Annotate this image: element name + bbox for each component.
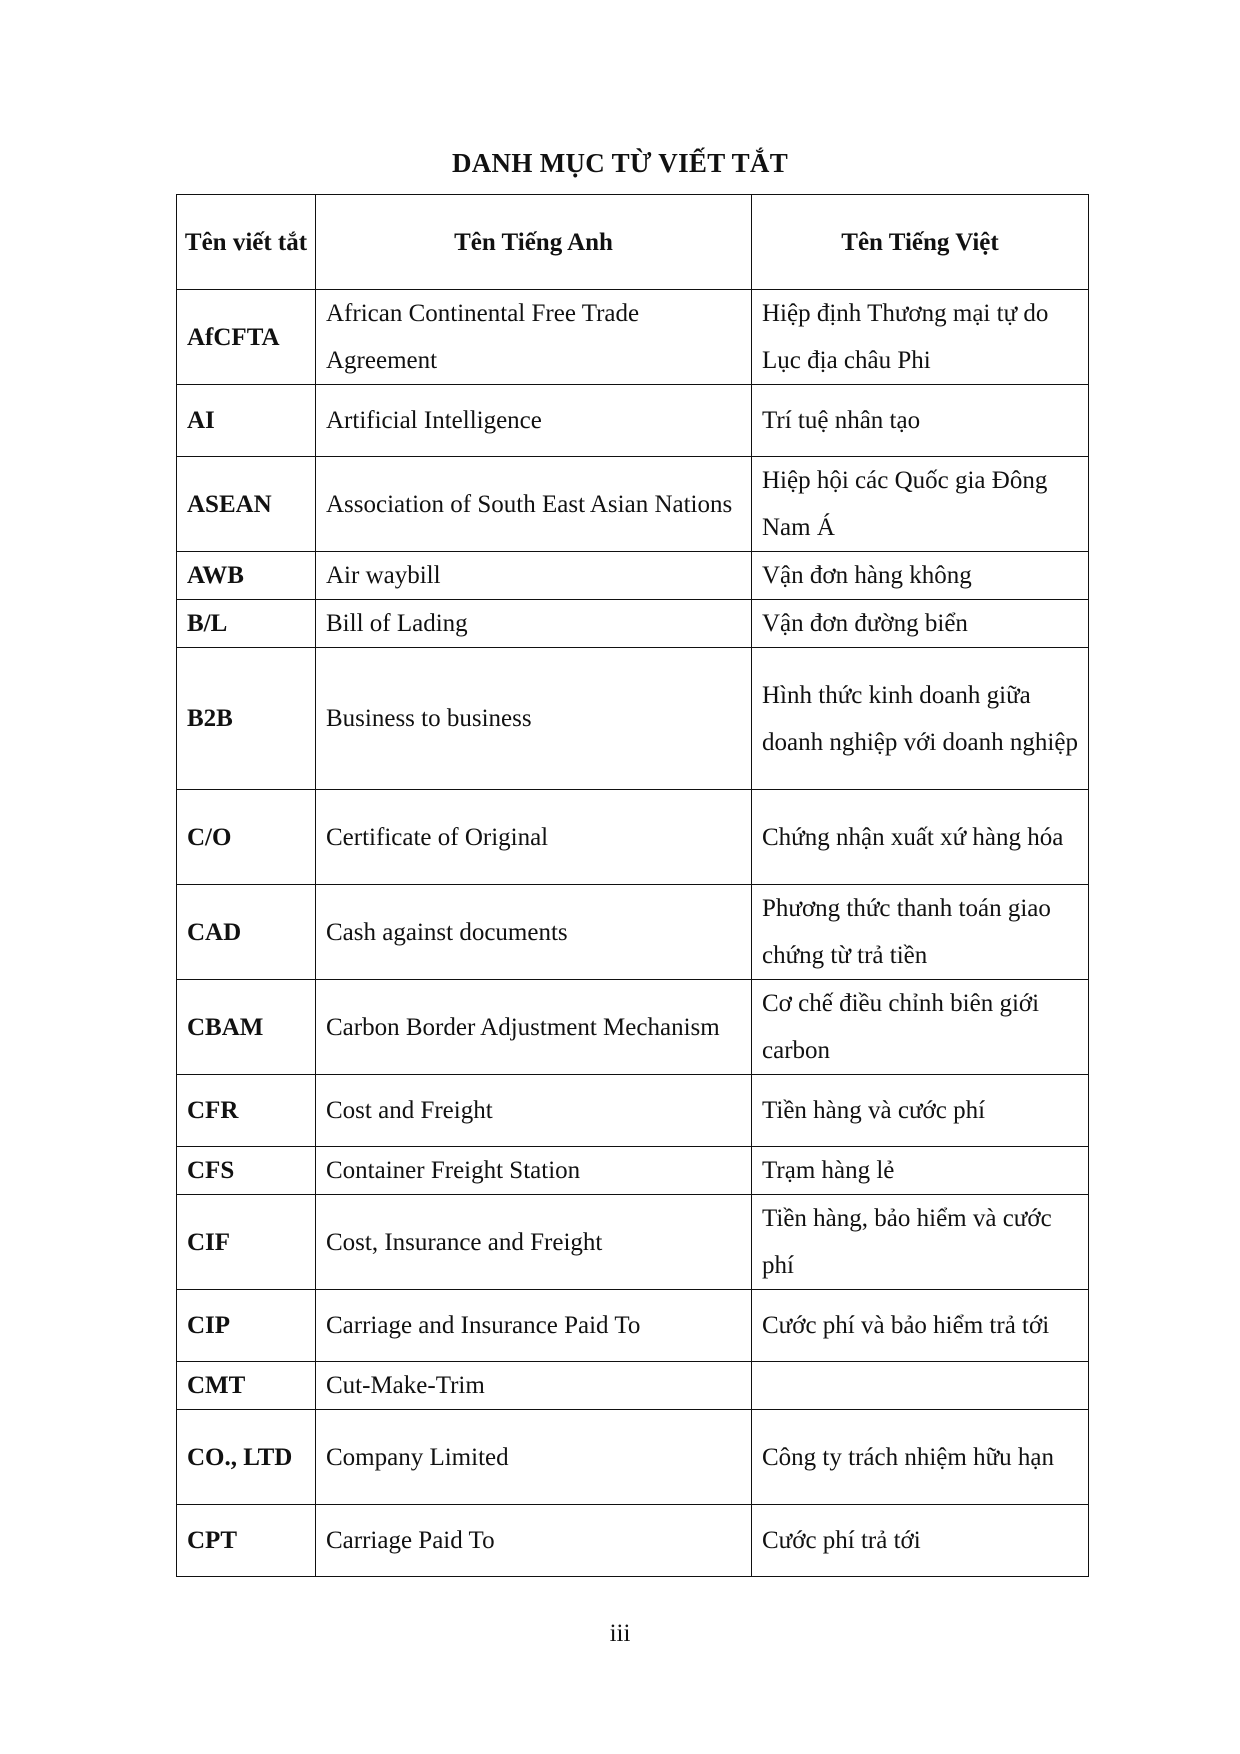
english-cell: African Continental Free Trade Agreement: [316, 290, 752, 385]
english-cell: Carriage Paid To: [316, 1505, 752, 1577]
abbr-cell: B2B: [177, 648, 316, 790]
vietnamese-cell: Công ty trách nhiệm hữu hạn: [752, 1410, 1089, 1505]
table-header-row: [177, 195, 1089, 290]
vietnamese-cell: Phương thức thanh toán giao chứng từ trả tiền: [752, 885, 1089, 980]
abbr-cell: AfCFTA: [177, 290, 316, 385]
vietnamese-cell: Trạm hàng lẻ: [752, 1147, 1089, 1195]
table-row: [177, 1290, 1089, 1362]
vietnamese-cell: [752, 1362, 1089, 1410]
english-cell: Bill of Lading: [316, 600, 752, 648]
table-row: [177, 290, 1089, 385]
abbr-cell: ASEAN: [177, 457, 316, 552]
header-vietnamese-name: Tên Tiếng Việt: [752, 195, 1089, 290]
abbr-cell: CFS: [177, 1147, 316, 1195]
english-cell: Container Freight Station: [316, 1147, 752, 1195]
abbr-cell: CBAM: [177, 980, 316, 1075]
vietnamese-cell: Hiệp hội các Quốc gia Đông Nam Á: [752, 457, 1089, 552]
table-row: [177, 1195, 1089, 1290]
english-cell: Association of South East Asian Nations: [316, 457, 752, 552]
english-cell: Cost, Insurance and Freight: [316, 1195, 752, 1290]
english-cell: Business to business: [316, 648, 752, 790]
table-row: [177, 600, 1089, 648]
vietnamese-cell: Vận đơn đường biển: [752, 600, 1089, 648]
vietnamese-cell: Chứng nhận xuất xứ hàng hóa: [752, 790, 1089, 885]
table-row: [177, 885, 1089, 980]
abbr-cell: CIF: [177, 1195, 316, 1290]
english-cell: Company Limited: [316, 1410, 752, 1505]
table-row: [177, 552, 1089, 600]
english-cell: Certificate of Original: [316, 790, 752, 885]
table-row: [177, 1505, 1089, 1577]
english-cell: Carriage and Insurance Paid To: [316, 1290, 752, 1362]
page-number: iii: [609, 1620, 631, 1647]
table-row: [177, 1147, 1089, 1195]
vietnamese-cell: Tiền hàng, bảo hiểm và cước phí: [752, 1195, 1089, 1290]
table-row: [177, 1410, 1089, 1505]
abbr-cell: CIP: [177, 1290, 316, 1362]
english-cell: Air waybill: [316, 552, 752, 600]
abbreviation-table: [176, 194, 1089, 1577]
abbr-cell: CO., LTD: [177, 1410, 316, 1505]
english-cell: Carbon Border Adjustment Mechanism: [316, 980, 752, 1075]
header-abbreviation: Tên viết tắt: [177, 195, 316, 290]
vietnamese-cell: Cơ chế điều chỉnh biên giới carbon: [752, 980, 1089, 1075]
table-row: [177, 790, 1089, 885]
table-row: [177, 1075, 1089, 1147]
page-title: DANH MỤC TỪ VIẾT TẮT: [451, 148, 789, 178]
abbr-cell: CPT: [177, 1505, 316, 1577]
abbr-cell: B/L: [177, 600, 316, 648]
vietnamese-cell: Tiền hàng và cước phí: [752, 1075, 1089, 1147]
table-row: [177, 385, 1089, 457]
vietnamese-cell: Hình thức kinh doanh giữa doanh nghiệp với doanh nghiệp: [752, 648, 1089, 790]
vietnamese-cell: Cước phí trả tới: [752, 1505, 1089, 1577]
vietnamese-cell: Hiệp định Thương mại tự do Lục địa châu Phi: [752, 290, 1089, 385]
table-row: [177, 648, 1089, 790]
english-cell: Cost and Freight: [316, 1075, 752, 1147]
vietnamese-cell: Cước phí và bảo hiểm trả tới: [752, 1290, 1089, 1362]
table-row: [177, 1362, 1089, 1410]
table-row: [177, 980, 1089, 1075]
vietnamese-cell: Vận đơn hàng không: [752, 552, 1089, 600]
abbr-cell: AI: [177, 385, 316, 457]
header-english-name: Tên Tiếng Anh: [316, 195, 752, 290]
english-cell: Artificial Intelligence: [316, 385, 752, 457]
table-row: [177, 457, 1089, 552]
english-cell: Cash against documents: [316, 885, 752, 980]
abbr-cell: AWB: [177, 552, 316, 600]
english-cell: Cut-Make-Trim: [316, 1362, 752, 1410]
vietnamese-cell: Trí tuệ nhân tạo: [752, 385, 1089, 457]
abbr-cell: CFR: [177, 1075, 316, 1147]
abbr-cell: CAD: [177, 885, 316, 980]
abbr-cell: CMT: [177, 1362, 316, 1410]
abbr-cell: C/O: [177, 790, 316, 885]
